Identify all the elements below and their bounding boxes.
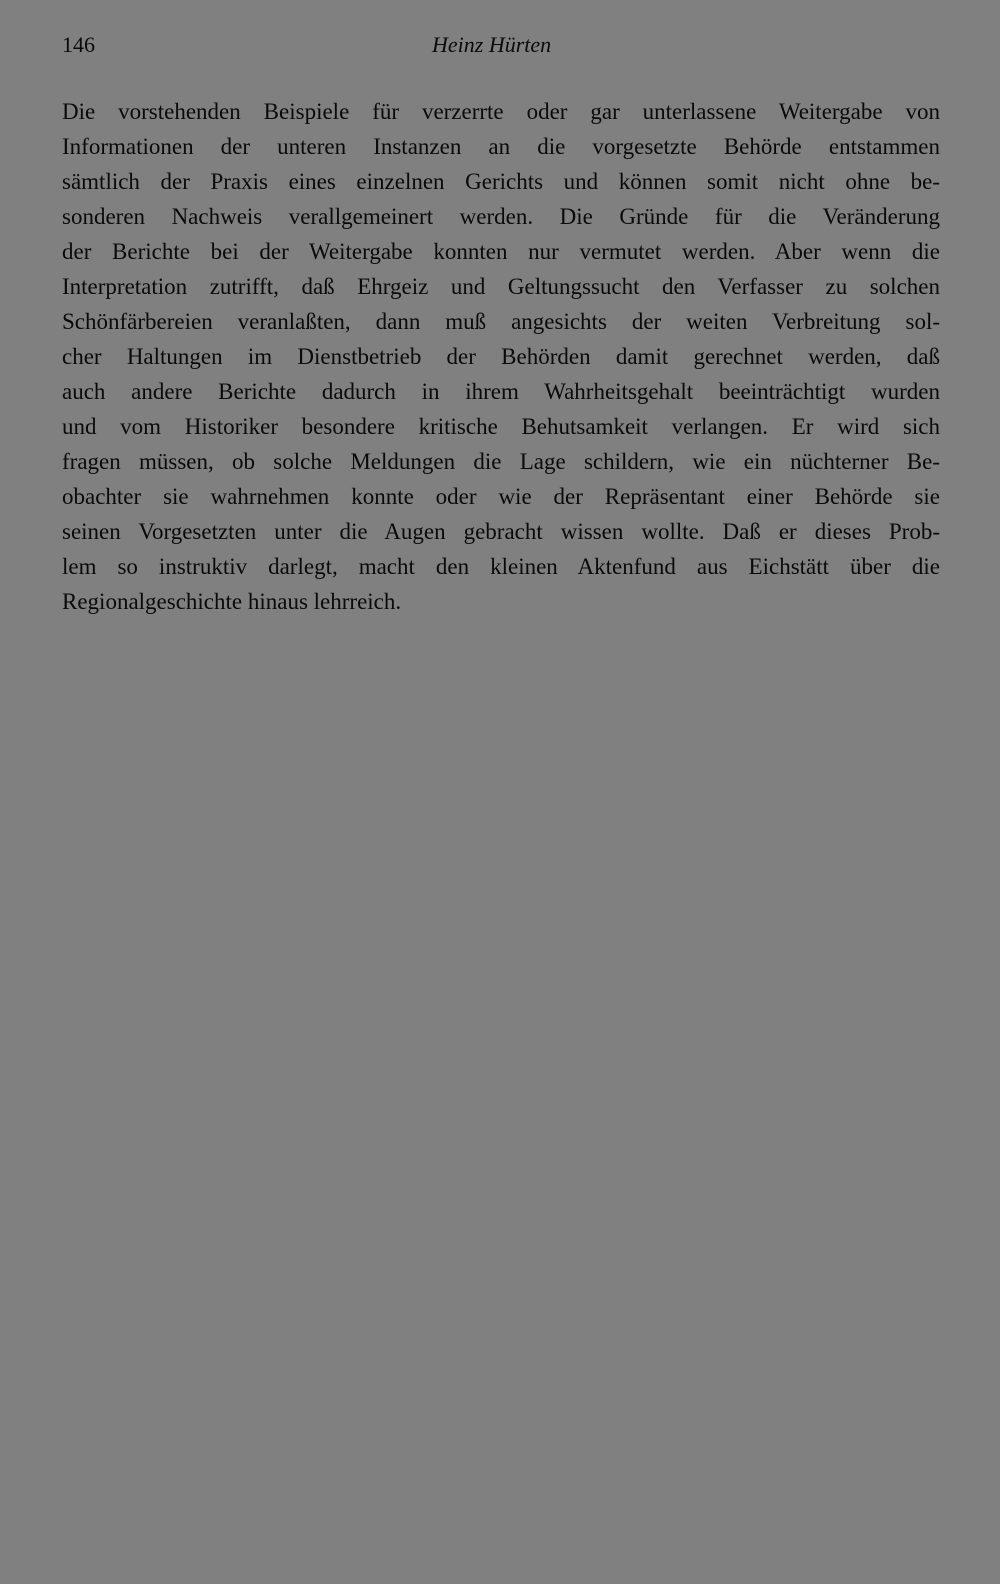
text-line: sämtlich der Praxis eines einzelnen Gerichts und können somit nicht ohne be- [62, 169, 940, 194]
page-number: 146 [62, 32, 95, 57]
text-line: sonderen Nachweis verallgemeinert werden. Die Gründe für die Veränderung [62, 204, 940, 229]
text-line: auch andere Berichte dadurch in ihrem Wahrheitsgehalt beeinträchtigt wurden [62, 379, 940, 404]
text-line: seinen Vorgesetzten unter die Augen gebracht wissen wollte. Daß er dieses Prob- [62, 519, 940, 544]
text-line: fragen müssen, ob solche Meldungen die Lage schildern, wie ein nüchterner Be- [62, 449, 940, 474]
text-line: cher Haltungen im Dienstbetrieb der Behörden damit gerechnet werden, daß [62, 344, 940, 369]
text-line: Regionalgeschichte hinaus lehrreich. [62, 589, 402, 614]
text-line: obachter sie wahrnehmen konnte oder wie der Repräsentant einer Behörde sie [62, 484, 940, 509]
text-line: Schönfärbereien veranlaßten, dann muß angesichts der weiten Verbreitung sol- [62, 309, 940, 334]
text-line: und vom Historiker besondere kritische Behutsamkeit verlangen. Er wird sich [62, 414, 940, 439]
running-head [62, 30, 940, 64]
text-line: lem so instruktiv darlegt, macht den kleinen Aktenfund aus Eichstätt über die [62, 554, 940, 579]
text-line: Die vorstehenden Beispiele für verzerrte oder gar unterlassene Weitergabe von [62, 99, 940, 124]
text-line: der Berichte bei der Weitergabe konnten nur vermutet werden. Aber wenn die [62, 239, 940, 264]
running-head-author: Heinz Hürten [432, 32, 552, 57]
text-line: Informationen der unteren Instanzen an die vorgesetzte Behörde entstammen [62, 134, 940, 159]
body-paragraph [62, 94, 940, 619]
text-line: Interpretation zutrifft, daß Ehrgeiz und Geltungssucht den Verfasser zu solchen [62, 274, 940, 299]
